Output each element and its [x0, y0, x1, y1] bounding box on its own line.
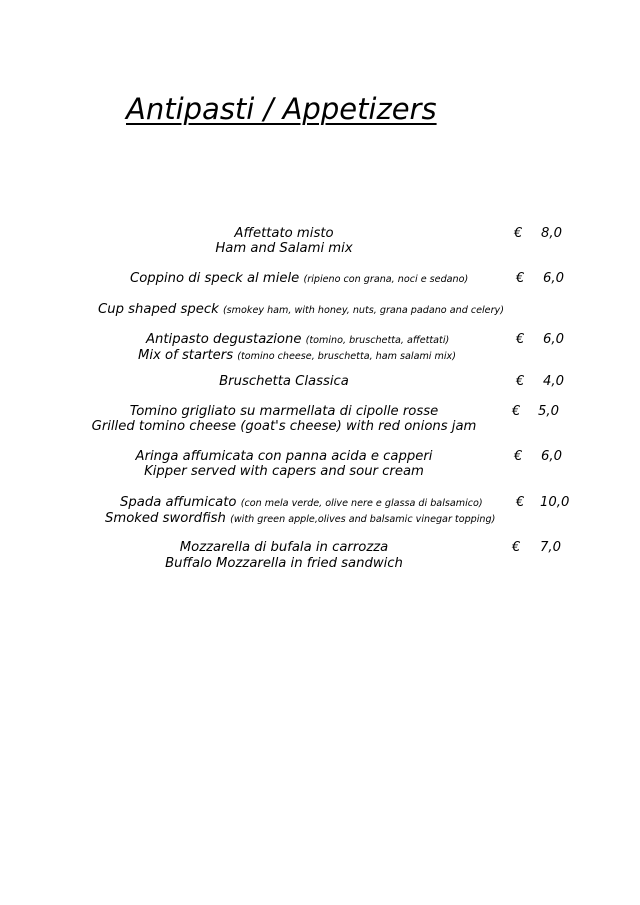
item-4-italian: Bruschetta Classica — [219, 374, 349, 389]
item-7-italian-note: (con mela verde, olive nere e glassa di balsamico) — [240, 498, 483, 509]
item-7-english-note: (with green apple,olives and balsamic vinegar topping) — [230, 514, 496, 525]
item-2-price: 6,0 — [543, 271, 564, 286]
item-1-price: 8,0 — [541, 226, 562, 241]
item-3-english: Mix of starters (tomino cheese, bruschetta, ham salami mix) — [138, 348, 456, 363]
item-8-english: Buffalo Mozzarella in fried sandwich — [165, 556, 403, 571]
euro-sign: € — [512, 540, 521, 555]
item-4-price: 4,0 — [543, 374, 564, 389]
euro-sign: € — [516, 495, 525, 510]
euro-sign: € — [514, 226, 523, 241]
item-5-english: Grilled tomino cheese (goat's cheese) with red onions jam — [91, 419, 477, 434]
item-7-english: Smoked swordfish (with green apple,olives and balsamic vinegar topping) — [105, 511, 496, 526]
page-title: Antipasti / Appetizers — [126, 92, 437, 126]
item-7-price: 10,0 — [540, 495, 570, 510]
euro-sign: € — [514, 449, 523, 464]
item-6-english: Kipper served with capers and sour cream — [144, 464, 424, 479]
item-2-italian-note: (ripieno con grana, noci e sedano) — [303, 274, 469, 285]
item-6-italian: Aringa affumicata con panna acida e capperi — [135, 449, 433, 464]
euro-sign: € — [516, 271, 525, 286]
item-2-english-note: (smokey ham, with honey, nuts, grana padano and celery) — [222, 305, 504, 316]
euro-sign: € — [516, 374, 525, 389]
item-3-english-note: (tomino cheese, bruschetta, ham salami mix) — [237, 351, 456, 362]
item-1-italian: Affettato misto — [234, 226, 334, 241]
euro-sign: € — [512, 404, 521, 419]
euro-sign: € — [516, 332, 525, 347]
item-2-italian: Coppino di speck al miele (ripieno con grana, noci e sedano) — [130, 271, 469, 286]
item-7-italian: Spada affumicato (con mela verde, olive nere e glassa di balsamico) — [120, 495, 483, 510]
item-5-price: 5,0 — [538, 404, 559, 419]
item-2-english: Cup shaped speck (smokey ham, with honey, nuts, grana padano and celery) — [98, 302, 504, 317]
item-1-english: Ham and Salami mix — [215, 241, 353, 256]
item-8-italian: Mozzarella di bufala in carrozza — [179, 540, 389, 555]
item-5-italian: Tomino grigliato su marmellata di cipolle rosse — [129, 404, 439, 419]
item-3-italian: Antipasto degustazione (tomino, bruschetta, affettati) — [146, 332, 450, 347]
item-6-price: 6,0 — [541, 449, 562, 464]
item-8-price: 7,0 — [540, 540, 561, 555]
item-3-italian-note: (tomino, bruschetta, affettati) — [305, 335, 450, 346]
item-3-price: 6,0 — [543, 332, 564, 347]
